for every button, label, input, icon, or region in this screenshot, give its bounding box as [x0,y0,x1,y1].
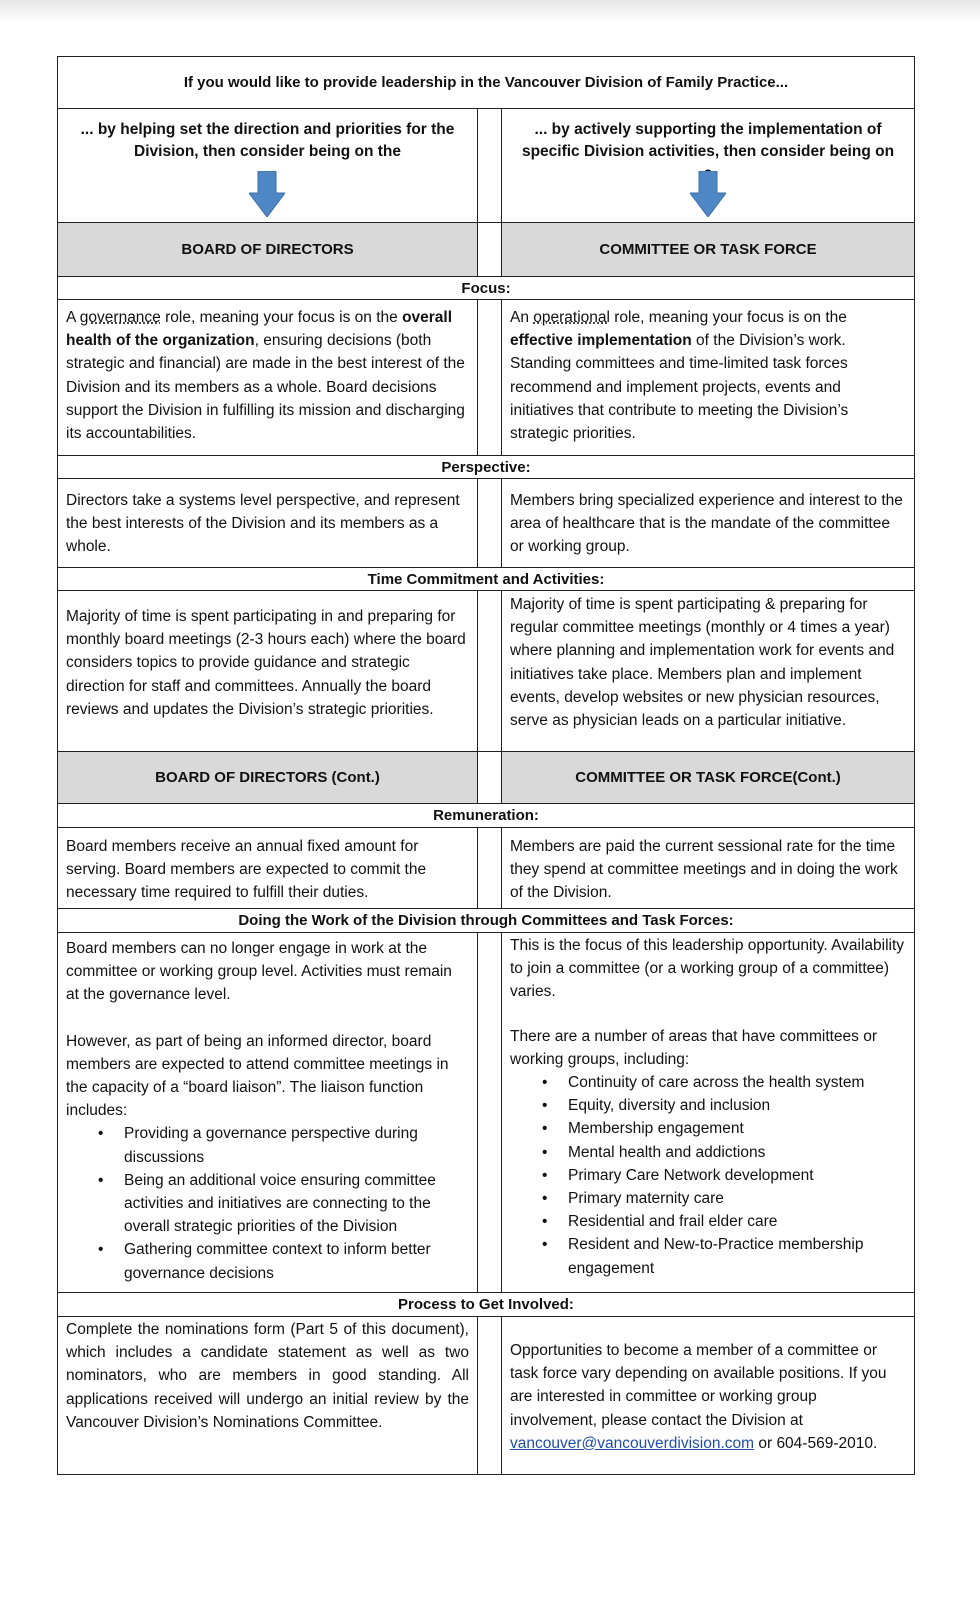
committee-title: COMMITTEE OR TASK FORCE [599,241,817,258]
text-run: governance [79,309,161,326]
process-spacer [477,1316,502,1475]
section-header-time [57,567,915,591]
board-title-cont: BOARD OF DIRECTORS (Cont.) [155,769,380,786]
intro-text: If you would like to provide leadership in the Vancouver Division of Family Practice... [183,74,789,91]
paragraph: Board members can no longer engage in work at the committee or working group level. Activities must remain at the governance level. [66,940,452,1004]
section-title: Time Commitment and Activities: [367,570,605,588]
list-item: • Resident and New-to-Practice membership engagement [568,1233,906,1279]
list-item: • Providing a governance perspective during discussions [124,1122,469,1168]
list-item: • Equity, diversity and inclusion [568,1094,906,1117]
left-lead-cell [57,108,478,223]
board-title: BOARD OF DIRECTORS [181,241,354,258]
bullet-list [66,1122,469,1284]
down-arrow-icon [690,171,726,217]
right-lead-cell [501,108,915,223]
text-run: role, meaning your focus is on the [609,309,847,326]
perspective-committee-cell [501,478,915,568]
section-header-focus [57,276,915,300]
text-run: role, meaning your focus is on the [160,309,403,326]
section-title: Remuneration: [433,807,539,824]
text-run: Opportunities to become a member of a committee or task force vary depending on available positions. If you are interested in committee or working group involvement, please contact the Division at [510,1342,887,1429]
time-spacer [477,590,502,752]
text-run: Members bring specialized experience and interest to the area of healthcare that is the mandate of the committee or working group. [510,492,903,556]
intro-banner [57,56,915,109]
board-title-cont-cell [57,751,478,804]
section-header-remuneration [57,803,915,828]
left-lead-text: ... by helping set the direction and priorities for the Division, then consider being on the [80,121,455,160]
paragraph: This is the focus of this leadership opportunity. Availability to join a committee (or a working group of a committee) varies. [510,937,905,1001]
email-link[interactable]: vancouver@vancouverdivision.com [510,1434,755,1452]
text-run: Majority of time is spent participating & preparing for regular committee meetings (monthly or 4 times a year) where planning and implementation work for events and initiatives take place. Members plan and implement events, develop websites or new physician resources, serve as physician leads on a particular initiative. [510,596,895,730]
section-header-perspective [57,455,915,479]
work-spacer [477,932,502,1293]
focus-board-cell [57,299,478,456]
list-item: • Being an additional voice ensuring committee activities and initiatives are connecting to the overall strategic priorities of the Division [124,1169,469,1239]
text-run: operational [533,309,610,326]
paragraph: However, as part of being an informed director, board members are expected to attend committee meetings in the capacity of a “board liaison”. The liaison function includes: [66,1032,449,1120]
list-item: • Gathering committee context to inform better governance decisions [124,1238,469,1284]
committee-title-cell [501,222,915,277]
text-run: Complete the nominations form (Part 5 of this document), which includes a candidate statement as well as two nominators, who are members in good standing. All applications received will undergo an initial review by the Vancouver Division’s Nominations Committee. [66,1321,469,1431]
list-item: • Mental health and addictions [568,1141,906,1164]
section-title: Perspective: [441,458,531,476]
lead-spacer [477,108,502,223]
process-board-cell [57,1316,478,1475]
text-run: effective implementation [510,332,692,350]
text-run: Board members receive an annual fixed amount for serving. Board members are expected to commit the necessary time required to fulfill their duties. [66,838,427,902]
work-board-cell [57,932,478,1293]
focus-spacer [477,299,502,456]
list-item: • Primary maternity care [568,1187,906,1210]
section-title: Process to Get Involved: [398,1296,574,1313]
perspective-board-cell [57,478,478,568]
section-header-work [57,908,915,933]
focus-committee-cell [501,299,915,456]
text-run: Members are paid the current sessional rate for the time they spend at committee meetings and in doing the work of the Division. [510,838,898,902]
text-run: , ensuring decisions (both strategic and financial) are made in the best interest of the Division and its members as a whole. Board decisions support the Division in fulfilling its mission and discharging its accountabilities. [66,332,465,443]
time-board-cell [57,590,478,752]
board-title-cell [57,222,478,277]
list-item: • Membership engagement [568,1117,906,1140]
text-run: An [510,309,534,326]
section-title: Doing the Work of the Division through Committees and Task Forces: [238,912,734,929]
text-run: of the Division’s work. Standing committees and time-limited task forces recommend and implement projects, events and initiatives that contribute to meeting the Division’s strategic priorities. [510,332,849,443]
title-spacer [477,222,502,277]
text-run: overall health of the organization [66,309,453,350]
cont-spacer [477,751,502,804]
process-committee-cell [501,1316,915,1475]
remuneration-spacer [477,827,502,909]
down-arrow-icon [249,171,285,217]
work-committee-cell [501,932,915,1293]
committee-title-cont-cell [501,751,915,804]
paragraph: There are a number of areas that have committees or working groups, including: [510,1027,878,1068]
text-run: A [66,309,80,326]
list-item: • Continuity of care across the health system [568,1071,906,1094]
right-lead-text: ... by actively supporting the implementation of specific Division activities, then consider being on [521,121,895,160]
remuneration-committee-cell [501,827,915,909]
section-title: Focus: [461,279,511,297]
list-item: • Primary Care Network development [568,1164,906,1187]
bullet-list [510,1071,906,1280]
text-run: or 604-569-2010. [754,1434,878,1452]
section-header-process [57,1292,915,1317]
time-committee-cell [501,590,915,752]
perspective-spacer [477,478,502,568]
remuneration-board-cell [57,827,478,909]
list-item: • Residential and frail elder care [568,1210,906,1233]
text-run: Majority of time is spent participating in and preparing for monthly board meetings (2-3 hours each) where the board considers topics to provide guidance and strategic direction for staff and committees. Annually the board reviews and updates the Division’s strategic priorities. [66,608,466,718]
committee-title-cont: COMMITTEE OR TASK FORCE(Cont.) [575,769,841,786]
text-run: Directors take a systems level perspective, and represent the best interests of the Division and its members as a whole. [66,492,460,556]
